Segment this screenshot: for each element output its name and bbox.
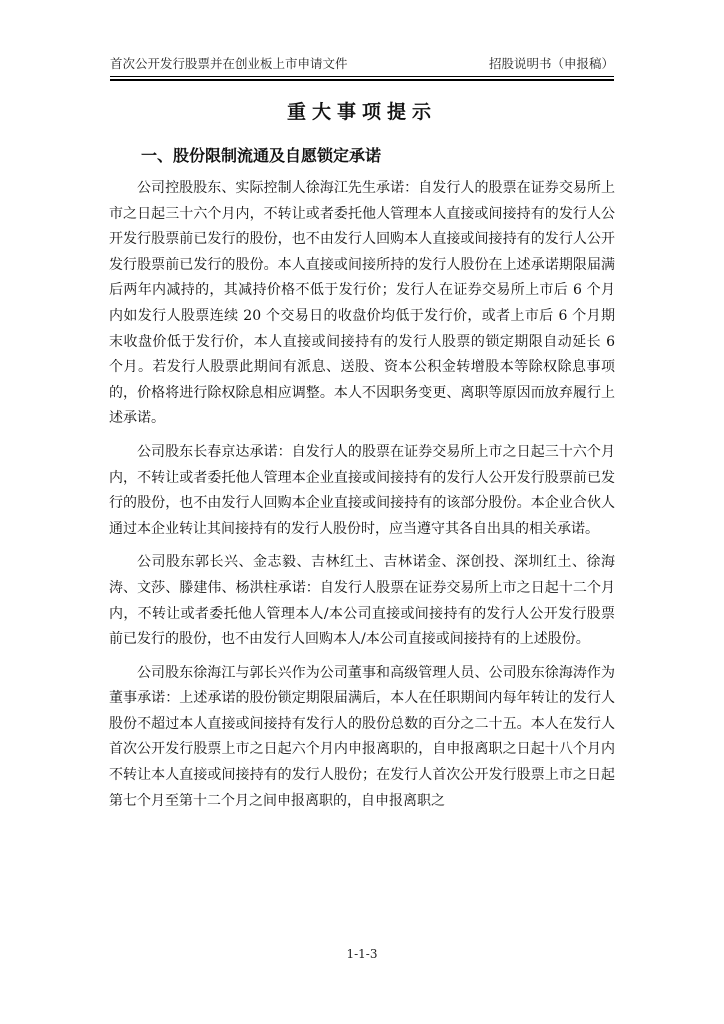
- paragraph: 公司控股股东、实际控制人徐海江先生承诺：自发行人的股票在证券交易所上市之日起三十六个月内，不转让或者委托他人管理本人直接或间接持有的发行人公开发行股票前已发行的股份，也不由发行人回购本人直接或间接持有的发行人公开发行股票前已发行的股份。本人直接或间接所持的发行人股份在上述承诺期限届满后两年内减持的，其减持价格不低于发行价；发行人在证券交易所上市后 6 个月内如发行人股票连续 20 个交易日的收盘价均低于发行价，或者上市后 6 个月期末收盘价低于发行价，本人直接或间接持有的发行人股票的锁定期限自动延长 6 个月。若发行人股票此期间有派息、送股、资本公积金转增股本等除权除息事项的，价格将进行除权除息相应调整。本人不因职务变更、离职等原因而放弃履行上述承诺。: [109, 180, 615, 427]
- paragraph: 公司股东徐海江与郭长兴作为公司董事和高级管理人员、公司股东徐海涛作为董事承诺：上述承诺的股份锁定期限届满后，本人在任职期间内每年转让的发行人股份不超过本人直接或间接持有发行人的股份总数的百分之二十五。本人在发行人首次公开发行股票上市之日起六个月内申报离职的，自申报离职之日起十八个月内不转让本人直接或间接持有的发行人股份；在发行人首次公开发行股票上市之日起第七个月至第十二个月之间申报离职的，自申报离职之: [109, 664, 615, 809]
- page-number: 1-1-3: [346, 947, 378, 961]
- header-document-type: 招股说明书（申报稿）: [488, 56, 614, 71]
- section-heading: 一、股份限制流通及自愿锁定承诺: [141, 146, 382, 165]
- page-title: 重大事项提示: [286, 101, 437, 123]
- body-text: [109, 176, 615, 822]
- paragraph: 公司股东郭长兴、金志毅、吉林红土、吉林诺金、深创投、深圳红土、徐海涛、文莎、滕建伟、杨洪柱承诺：自发行人股票在证券交易所上市之日起十二个月内，不转让或者委托他人管理本人/本公司直接或间接持有的发行人公开发行股票前已发行的股份，也不由发行人回购本人/本公司直接或间接持有的上述股份。: [109, 554, 615, 648]
- header-rule: [110, 79, 614, 81]
- header-document-name: 首次公开发行股票并在创业板上市申请文件: [110, 56, 348, 71]
- page-header: [110, 50, 614, 77]
- paragraph: 公司股东长春京达承诺：自发行人的股票在证券交易所上市之日起三十六个月内，不转让或者委托他人管理本企业直接或间接持有的发行人公开发行股票前已发行的股份，也不由发行人回购本企业直接或间接持有的该部分股份。本企业合伙人通过本企业转让其间接持有的发行人股份时，应当遵守其各自出具的相关承诺。: [109, 443, 615, 537]
